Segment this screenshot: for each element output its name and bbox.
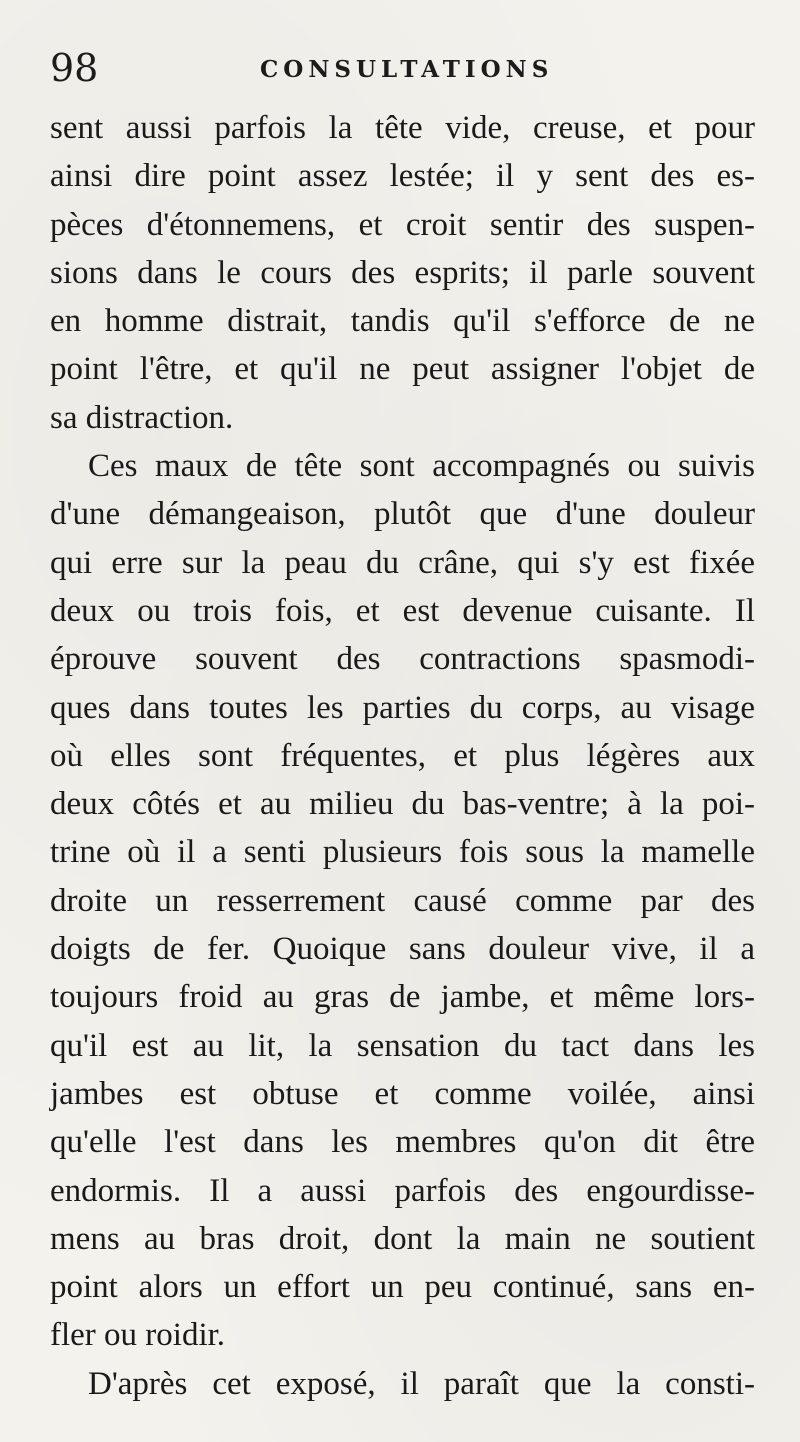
text-line: doigts de fer. Quoique sans douleur vive, il a — [50, 931, 755, 968]
text-line: en homme distrait, tandis qu'il s'efforce de ne — [50, 303, 755, 340]
body-text — [50, 104, 755, 1408]
text-line: droite un resserrement causé comme par des — [50, 882, 755, 919]
text-line: ainsi dire point assez lestée; il y sent des es- — [50, 158, 755, 195]
text-line: endormis. Il a aussi parfois des engourdisse- — [50, 1172, 755, 1209]
text-line: D'après cet exposé, il paraît que la consti- — [88, 1365, 755, 1402]
text-line: fler ou roidir. — [50, 1317, 226, 1354]
text-line: toujours froid au gras de jambe, et même lors- — [50, 979, 755, 1016]
text-line: deux côtés et au milieu du bas-ventre; à la poi- — [50, 786, 755, 823]
text-line: éprouve souvent des contractions spasmodi- — [50, 641, 755, 678]
text-line: d'une démangeaison, plutôt que d'une douleur — [50, 496, 755, 533]
text-line: où elles sont fréquentes, et plus légères aux — [50, 737, 755, 774]
text-line: Ces maux de tête sont accompagnés ou suivis — [88, 448, 755, 485]
text-line: qui erre sur la peau du crâne, qui s'y est fixée — [50, 544, 755, 581]
page-header — [50, 46, 750, 90]
text-line: sent aussi parfois la tête vide, creuse, et pour — [50, 110, 755, 146]
text-line: trine où il a senti plusieurs fois sous la mamelle — [50, 834, 755, 871]
text-line: mens au bras droit, dont la main ne soutient — [50, 1220, 755, 1257]
text-line: ques dans toutes les parties du corps, au visage — [50, 689, 755, 726]
text-line: deux ou trois fois, et est devenue cuisante. Il — [50, 592, 755, 629]
text-line: qu'il est au lit, la sensation du tact dans les — [50, 1027, 755, 1064]
text-line: pèces d'étonnemens, et croit sentir des suspen- — [50, 206, 755, 243]
text-line: jambes est obtuse et comme voilée, ainsi — [50, 1075, 755, 1112]
running-title: CONSULTATIONS — [260, 56, 554, 83]
text-line: point alors un effort un peu continué, sans en- — [50, 1269, 755, 1306]
page-number: 98 — [50, 46, 99, 90]
text-line: point l'être, et qu'il ne peut assigner l'objet de — [50, 351, 755, 388]
text-line: qu'elle l'est dans les membres qu'on dit être — [50, 1124, 755, 1161]
text-line: sions dans le cours des esprits; il parle souvent — [50, 254, 755, 291]
text-line: sa distraction. — [50, 399, 234, 436]
